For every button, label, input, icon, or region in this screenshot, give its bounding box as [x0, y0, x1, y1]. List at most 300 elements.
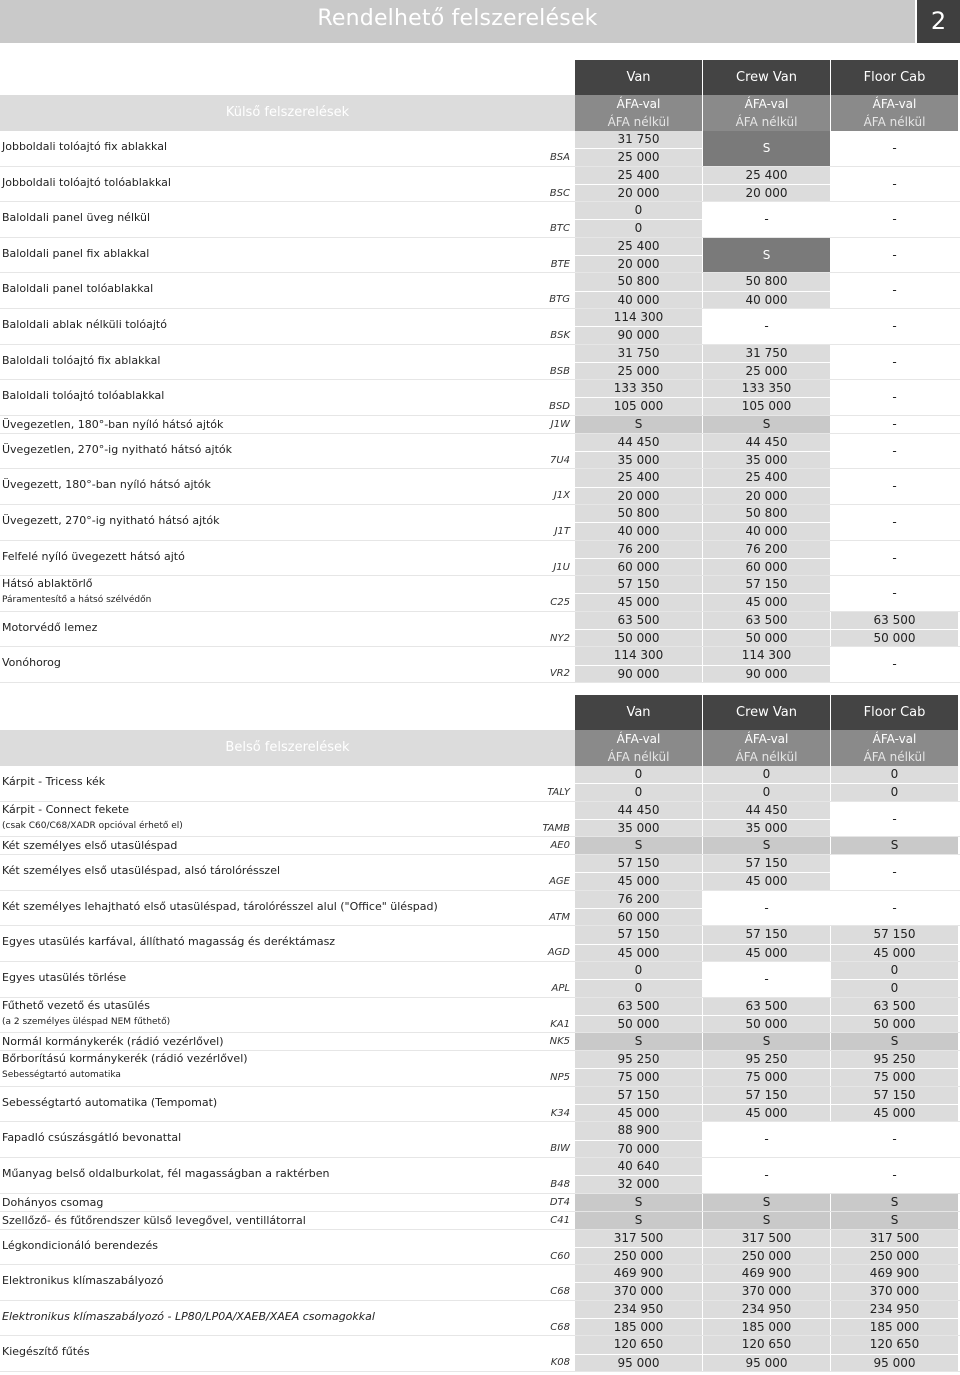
- price-cell-0: [575, 273, 702, 308]
- price-without-vat: 60 000: [617, 559, 660, 574]
- row-label: Elektronikus klímaszabályozó: [2, 1274, 164, 1288]
- price-cell-2: [831, 238, 958, 273]
- price-label-with: ÁFA-val: [744, 732, 789, 746]
- option-code: BSC: [549, 187, 570, 199]
- price-without-vat: 185 000: [869, 1320, 920, 1335]
- cell-value: S: [762, 1034, 771, 1049]
- price-cell-1: [703, 416, 830, 433]
- price-cell-2: [831, 380, 958, 415]
- price-with-vat: 57 150: [575, 855, 702, 873]
- price-with-vat: 0: [575, 766, 702, 784]
- price-label-without: ÁFA nélkül: [735, 115, 798, 129]
- price-without-vat: 32 000: [617, 1177, 660, 1192]
- price-without-vat: 0: [634, 221, 643, 236]
- price-without-vat: 50 000: [617, 631, 660, 646]
- row-label: Sebességtartó automatika (Tempomat): [2, 1095, 218, 1109]
- price-without-vat: 95 000: [873, 1355, 916, 1370]
- price-label-without: ÁFA nélkül: [863, 115, 926, 129]
- price-without-vat: 50 000: [873, 1016, 916, 1031]
- price-label-with: ÁFA-val: [616, 732, 661, 746]
- price-with-vat: 63 500: [831, 612, 958, 630]
- cell-value: -: [892, 1132, 897, 1147]
- option-code: B48: [550, 1178, 570, 1190]
- cell-value: -: [764, 212, 769, 227]
- price-cell-1: [703, 1087, 830, 1122]
- table-row: [0, 1230, 960, 1266]
- price-cell-2: [831, 962, 958, 997]
- option-code: K34: [550, 1107, 570, 1119]
- price-cell-2: [831, 1265, 958, 1300]
- table-row: [0, 380, 960, 416]
- row-label: Baloldali panel üveg nélkül: [2, 211, 151, 225]
- table-row: [0, 541, 960, 577]
- price-cell-1: [703, 131, 830, 166]
- price-without-vat: 40 000: [745, 524, 788, 539]
- price-without-vat: 50 000: [873, 631, 916, 646]
- row-label: Műanyag belső oldalburkolat, fél magasságban a raktérben: [2, 1166, 330, 1180]
- price-with-vat: 317 500: [831, 1230, 958, 1248]
- price-cell-1: [703, 541, 830, 576]
- price-without-vat: 20 000: [617, 185, 660, 200]
- price-cell-1: [703, 576, 830, 611]
- price-without-vat: 0: [634, 785, 643, 800]
- column-header-2: Floor Cab: [831, 60, 958, 95]
- price-cell-1: [703, 202, 830, 237]
- price-cell-2: [831, 1087, 958, 1122]
- page-number: 2: [917, 0, 960, 43]
- price-with-vat: 469 900: [575, 1265, 702, 1283]
- price-with-vat: 63 500: [575, 612, 702, 630]
- row-label: Szellőző- és fűtőrendszer külső levegővel, ventillátorral: [2, 1213, 306, 1227]
- table-row: [0, 131, 960, 167]
- cell-value: S: [890, 1034, 899, 1049]
- price-with-vat: 63 500: [575, 998, 702, 1016]
- price-with-vat: 25 400: [703, 167, 830, 185]
- price-label-with: ÁFA-val: [872, 732, 917, 746]
- cell-value: -: [892, 354, 897, 369]
- option-code: C68: [550, 1321, 570, 1333]
- price-with-vat: 95 250: [575, 1051, 702, 1069]
- price-cell-1: [703, 612, 830, 647]
- price-without-vat: 185 000: [741, 1320, 792, 1335]
- table-row: [0, 309, 960, 345]
- row-label: Baloldali tolóajtó tolóablakkal: [2, 389, 165, 403]
- row-label: Légkondicionáló berendezés: [2, 1238, 159, 1252]
- price-without-vat: 25 000: [745, 363, 788, 378]
- price-cell-1: [703, 855, 830, 890]
- cell-value: -: [892, 443, 897, 458]
- price-with-vat: 25 400: [575, 469, 702, 487]
- price-without-vat: 35 000: [617, 453, 660, 468]
- table-row: [0, 1051, 960, 1087]
- table-row: [0, 998, 960, 1034]
- price-with-vat: 57 150: [831, 926, 958, 944]
- price-with-vat: 25 400: [575, 167, 702, 185]
- option-code: BTG: [549, 294, 570, 306]
- table-row: [0, 167, 960, 203]
- option-code: C25: [550, 597, 570, 609]
- row-label: Egyes utasülés törlése: [2, 970, 127, 984]
- price-with-vat: 57 150: [703, 926, 830, 944]
- price-without-vat: 40 000: [617, 292, 660, 307]
- option-code: TAMB: [542, 822, 570, 834]
- table-row: [0, 1033, 960, 1051]
- price-with-vat: 0: [575, 202, 702, 220]
- price-cell-2: [831, 926, 958, 961]
- price-cell-2: [831, 1212, 958, 1229]
- price-with-vat: 114 300: [575, 647, 702, 665]
- price-cell-2: [831, 309, 958, 344]
- price-cell-0: [575, 434, 702, 469]
- cell-value: S: [634, 1194, 643, 1209]
- price-without-vat: 250 000: [869, 1248, 920, 1263]
- section-title-band: [0, 730, 575, 766]
- cell-value: S: [890, 838, 899, 853]
- price-cell-1: [703, 1033, 830, 1050]
- price-label-header-1: [703, 95, 830, 131]
- option-code: C41: [550, 1214, 570, 1226]
- price-cell-1: [703, 1212, 830, 1229]
- price-cell-2: [831, 541, 958, 576]
- price-with-vat: 76 200: [703, 541, 830, 559]
- row-label: Jobboldali tolóajtó tolóablakkal: [2, 175, 171, 189]
- row-label: Baloldali panel fix ablakkal: [2, 246, 150, 260]
- table-row: [0, 1194, 960, 1212]
- option-code: C68: [550, 1286, 570, 1298]
- table-row: [0, 1087, 960, 1123]
- column-header-0: Van: [575, 695, 702, 730]
- cell-value: S: [634, 838, 643, 853]
- row-label: Fapadló csúszásgátló bevonattal: [2, 1131, 182, 1145]
- price-without-vat: 20 000: [745, 185, 788, 200]
- price-cell-0: [575, 926, 702, 961]
- price-cell-0: [575, 998, 702, 1033]
- price-cell-1: [703, 167, 830, 202]
- price-cell-0: [575, 1051, 702, 1086]
- price-with-vat: 63 500: [703, 612, 830, 630]
- price-with-vat: 317 500: [703, 1230, 830, 1248]
- price-cell-1: [703, 505, 830, 540]
- price-cell-2: [831, 1194, 958, 1211]
- cell-value: -: [892, 212, 897, 227]
- price-cell-0: [575, 1158, 702, 1193]
- option-code: APL: [551, 982, 570, 994]
- price-cell-2: [831, 766, 958, 801]
- table-row: [0, 1212, 960, 1230]
- price-with-vat: 95 250: [831, 1051, 958, 1069]
- price-cell-0: [575, 505, 702, 540]
- option-code: BTE: [550, 258, 570, 270]
- row-label: Baloldali tolóajtó fix ablakkal: [2, 353, 161, 367]
- table-row: [0, 345, 960, 381]
- price-cell-2: [831, 167, 958, 202]
- price-cell-2: [831, 131, 958, 166]
- price-with-vat: 25 400: [703, 469, 830, 487]
- price-with-vat: 50 800: [703, 273, 830, 291]
- row-label: Két személyes első utasüléspad: [2, 839, 178, 853]
- price-without-vat: 75 000: [873, 1070, 916, 1085]
- price-with-vat: 234 950: [575, 1301, 702, 1319]
- price-cell-2: [831, 202, 958, 237]
- row-label: Baloldali ablak nélküli tolóajtó: [2, 317, 167, 331]
- price-cell-0: [575, 1033, 702, 1050]
- row-label: Jobboldali tolóajtó fix ablakkal: [2, 140, 168, 153]
- price-cell-2: [831, 1051, 958, 1086]
- price-with-vat: 76 200: [575, 541, 702, 559]
- price-with-vat: 76 200: [575, 891, 702, 909]
- table-row: [0, 1336, 960, 1372]
- cell-value: S: [762, 1194, 771, 1209]
- price-cell-2: [831, 505, 958, 540]
- option-code: K08: [550, 1357, 570, 1369]
- table-row: [0, 434, 960, 470]
- option-code: 7U4: [549, 454, 570, 466]
- price-without-vat: 70 000: [617, 1141, 660, 1156]
- option-code: NK5: [549, 1036, 570, 1048]
- row-label: Felfelé nyíló üvegezett hátsó ajtó: [2, 549, 185, 563]
- cell-value: -: [892, 318, 897, 333]
- price-without-vat: 370 000: [869, 1284, 920, 1299]
- row-label: Hátsó ablaktörlő: [2, 577, 93, 591]
- price-cell-0: [575, 202, 702, 237]
- price-cell-0: [575, 469, 702, 504]
- price-without-vat: 45 000: [745, 945, 788, 960]
- price-with-vat: 44 450: [575, 434, 702, 452]
- price-with-vat: 31 750: [575, 345, 702, 363]
- price-with-vat: 133 350: [703, 380, 830, 398]
- row-sublabel: (csak C60/C68/XADR opcióval érhető el): [2, 820, 183, 831]
- option-code: AE0: [550, 840, 570, 852]
- price-without-vat: 45 000: [745, 595, 788, 610]
- cell-value: S: [762, 838, 771, 853]
- option-code: TALY: [547, 787, 570, 798]
- cell-value: -: [892, 390, 897, 405]
- table-row: [0, 202, 960, 238]
- row-label: Dohányos csomag: [2, 1195, 104, 1209]
- price-without-vat: 250 000: [741, 1248, 792, 1263]
- row-label: Kárpit - Connect fekete: [2, 802, 130, 816]
- table-row: [0, 1265, 960, 1301]
- price-without-vat: 95 000: [617, 1355, 660, 1370]
- price-cell-0: [575, 167, 702, 202]
- row-label: Üvegezett, 180°-ban nyíló hátsó ajtók: [2, 478, 211, 492]
- option-code: J1T: [554, 525, 570, 537]
- price-cell-2: [831, 1336, 958, 1371]
- price-cell-2: [831, 434, 958, 469]
- section-title: Külső felszerelések: [225, 105, 350, 120]
- price-cell-0: [575, 1265, 702, 1300]
- price-cell-1: [703, 1194, 830, 1211]
- cell-value: S: [890, 1194, 899, 1209]
- price-with-vat: 44 450: [703, 802, 830, 820]
- price-cell-0: [575, 309, 702, 344]
- price-cell-2: [831, 1301, 958, 1336]
- cell-value: -: [892, 247, 897, 262]
- row-label: Egyes utasülés karfával, állítható magasság és deréktámasz: [2, 935, 336, 949]
- price-cell-2: [831, 1230, 958, 1265]
- price-without-vat: 0: [890, 981, 899, 996]
- table-row: [0, 962, 960, 998]
- title-bar: [0, 0, 915, 43]
- price-with-vat: 0: [831, 766, 958, 784]
- price-with-vat: 0: [575, 962, 702, 980]
- price-with-vat: 120 650: [831, 1336, 958, 1354]
- price-cell-1: [703, 238, 830, 273]
- option-code: BSB: [549, 365, 570, 377]
- row-label: Két személyes lehajtható első utasüléspad, tárolórésszel alul ("Office" üléspad): [2, 899, 438, 913]
- price-without-vat: 20 000: [617, 257, 660, 272]
- row-label: Baloldali panel tolóablakkal: [2, 282, 154, 296]
- table-row: [0, 238, 960, 274]
- row-label: Normál kormánykerék (rádió vezérlővel): [2, 1035, 224, 1049]
- table-row: [0, 855, 960, 891]
- cell-value: -: [892, 514, 897, 529]
- price-cell-0: [575, 380, 702, 415]
- price-cell-2: [831, 612, 958, 647]
- cell-value: -: [892, 283, 897, 298]
- cell-value: S: [634, 1212, 643, 1227]
- page-title: Rendelhető felszerelések: [317, 6, 598, 31]
- price-cell-1: [703, 1230, 830, 1265]
- price-cell-0: [575, 802, 702, 837]
- price-cell-0: [575, 647, 702, 682]
- price-cell-0: [575, 1087, 702, 1122]
- price-cell-0: [575, 891, 702, 926]
- price-without-vat: 45 000: [873, 945, 916, 960]
- price-cell-2: [831, 469, 958, 504]
- cell-value: -: [764, 1167, 769, 1182]
- price-cell-0: [575, 612, 702, 647]
- price-label-header-1: [703, 730, 830, 766]
- price-cell-2: [831, 576, 958, 611]
- price-cell-1: [703, 766, 830, 801]
- table-row: [0, 1122, 960, 1158]
- price-without-vat: 25 000: [617, 363, 660, 378]
- price-with-vat: 44 450: [575, 802, 702, 820]
- price-with-vat: 44 450: [703, 434, 830, 452]
- cell-value: -: [892, 479, 897, 494]
- price-cell-2: [831, 345, 958, 380]
- price-label-without: ÁFA nélkül: [735, 750, 798, 764]
- price-without-vat: 90 000: [617, 328, 660, 343]
- cell-value: -: [892, 416, 897, 431]
- price-cell-0: [575, 416, 702, 433]
- price-with-vat: 31 750: [575, 131, 702, 149]
- option-code: AGD: [547, 947, 570, 959]
- option-code: NP5: [550, 1072, 570, 1084]
- price-cell-2: [831, 273, 958, 308]
- price-without-vat: 40 000: [617, 524, 660, 539]
- row-label: Kiegészítő fűtés: [2, 1345, 90, 1359]
- price-cell-1: [703, 1158, 830, 1193]
- option-code: ATM: [549, 911, 570, 923]
- row-label: Bőrborítású kormánykerék (rádió vezérlővel): [2, 1052, 248, 1066]
- price-cell-0: [575, 1122, 702, 1157]
- price-cell-2: [831, 1158, 958, 1193]
- row-label: Motorvédő lemez: [2, 620, 98, 634]
- price-without-vat: 20 000: [617, 488, 660, 503]
- table-row: [0, 273, 960, 309]
- cell-value: -: [892, 900, 897, 915]
- price-with-vat: 234 950: [703, 1301, 830, 1319]
- table-row: [0, 612, 960, 648]
- price-without-vat: 370 000: [613, 1284, 664, 1299]
- price-with-vat: 63 500: [831, 998, 958, 1016]
- price-without-vat: 105 000: [613, 399, 664, 414]
- price-without-vat: 50 000: [745, 631, 788, 646]
- price-cell-0: [575, 855, 702, 890]
- price-with-vat: 120 650: [703, 1336, 830, 1354]
- price-without-vat: 90 000: [617, 666, 660, 681]
- table-row: [0, 1158, 960, 1194]
- table-row: [0, 926, 960, 962]
- price-cell-1: [703, 962, 830, 997]
- column-header-row: [0, 60, 960, 95]
- option-code: C60: [550, 1250, 570, 1262]
- table-row: [0, 416, 960, 434]
- price-label-with: ÁFA-val: [744, 97, 789, 111]
- cell-value: -: [892, 141, 897, 155]
- price-without-vat: 25 000: [617, 150, 660, 165]
- option-code: AGE: [549, 876, 570, 888]
- price-label-without: ÁFA nélkül: [863, 750, 926, 764]
- cell-value: -: [892, 1167, 897, 1182]
- price-without-vat: 370 000: [741, 1284, 792, 1299]
- price-without-vat: 45 000: [617, 1106, 660, 1121]
- price-without-vat: 45 000: [617, 945, 660, 960]
- price-without-vat: 50 000: [617, 1016, 660, 1031]
- section-title-band: [0, 95, 575, 131]
- price-without-vat: 250 000: [613, 1248, 664, 1263]
- price-cell-1: [703, 345, 830, 380]
- section-title: Belső felszerelések: [225, 740, 350, 755]
- price-cell-1: [703, 837, 830, 854]
- option-code: BSD: [549, 401, 570, 413]
- price-cell-0: [575, 1194, 702, 1211]
- price-cell-0: [575, 131, 702, 166]
- row-label: Üvegezetlen, 180°-ban nyíló hátsó ajtók: [2, 417, 224, 431]
- cell-value: -: [764, 318, 769, 333]
- option-code: J1X: [553, 490, 570, 502]
- price-cell-1: [703, 1336, 830, 1371]
- price-cell-0: [575, 345, 702, 380]
- price-without-vat: 60 000: [745, 559, 788, 574]
- price-without-vat: 95 000: [745, 1355, 788, 1370]
- price-with-vat: 317 500: [575, 1230, 702, 1248]
- price-without-vat: 45 000: [617, 874, 660, 889]
- price-with-vat: 31 750: [703, 345, 830, 363]
- price-label-without: ÁFA nélkül: [607, 115, 670, 129]
- cell-value: -: [892, 657, 897, 672]
- price-cell-1: [703, 802, 830, 837]
- price-cell-2: [831, 1122, 958, 1157]
- price-cell-1: [703, 998, 830, 1033]
- price-label-header-0: [575, 95, 702, 131]
- option-code: DT4: [549, 1196, 570, 1208]
- price-with-vat: 0: [703, 766, 830, 784]
- price-with-vat: 57 150: [575, 1087, 702, 1105]
- price-cell-1: [703, 1051, 830, 1086]
- price-with-vat: 88 900: [575, 1122, 702, 1140]
- price-with-vat: 469 900: [703, 1265, 830, 1283]
- section-exterior: [0, 60, 960, 683]
- price-with-vat: 57 150: [575, 926, 702, 944]
- section-subheader: [0, 95, 960, 131]
- price-without-vat: 40 000: [745, 292, 788, 307]
- column-header-2: Floor Cab: [831, 695, 958, 730]
- price-without-vat: 45 000: [617, 595, 660, 610]
- option-code: J1U: [553, 561, 570, 573]
